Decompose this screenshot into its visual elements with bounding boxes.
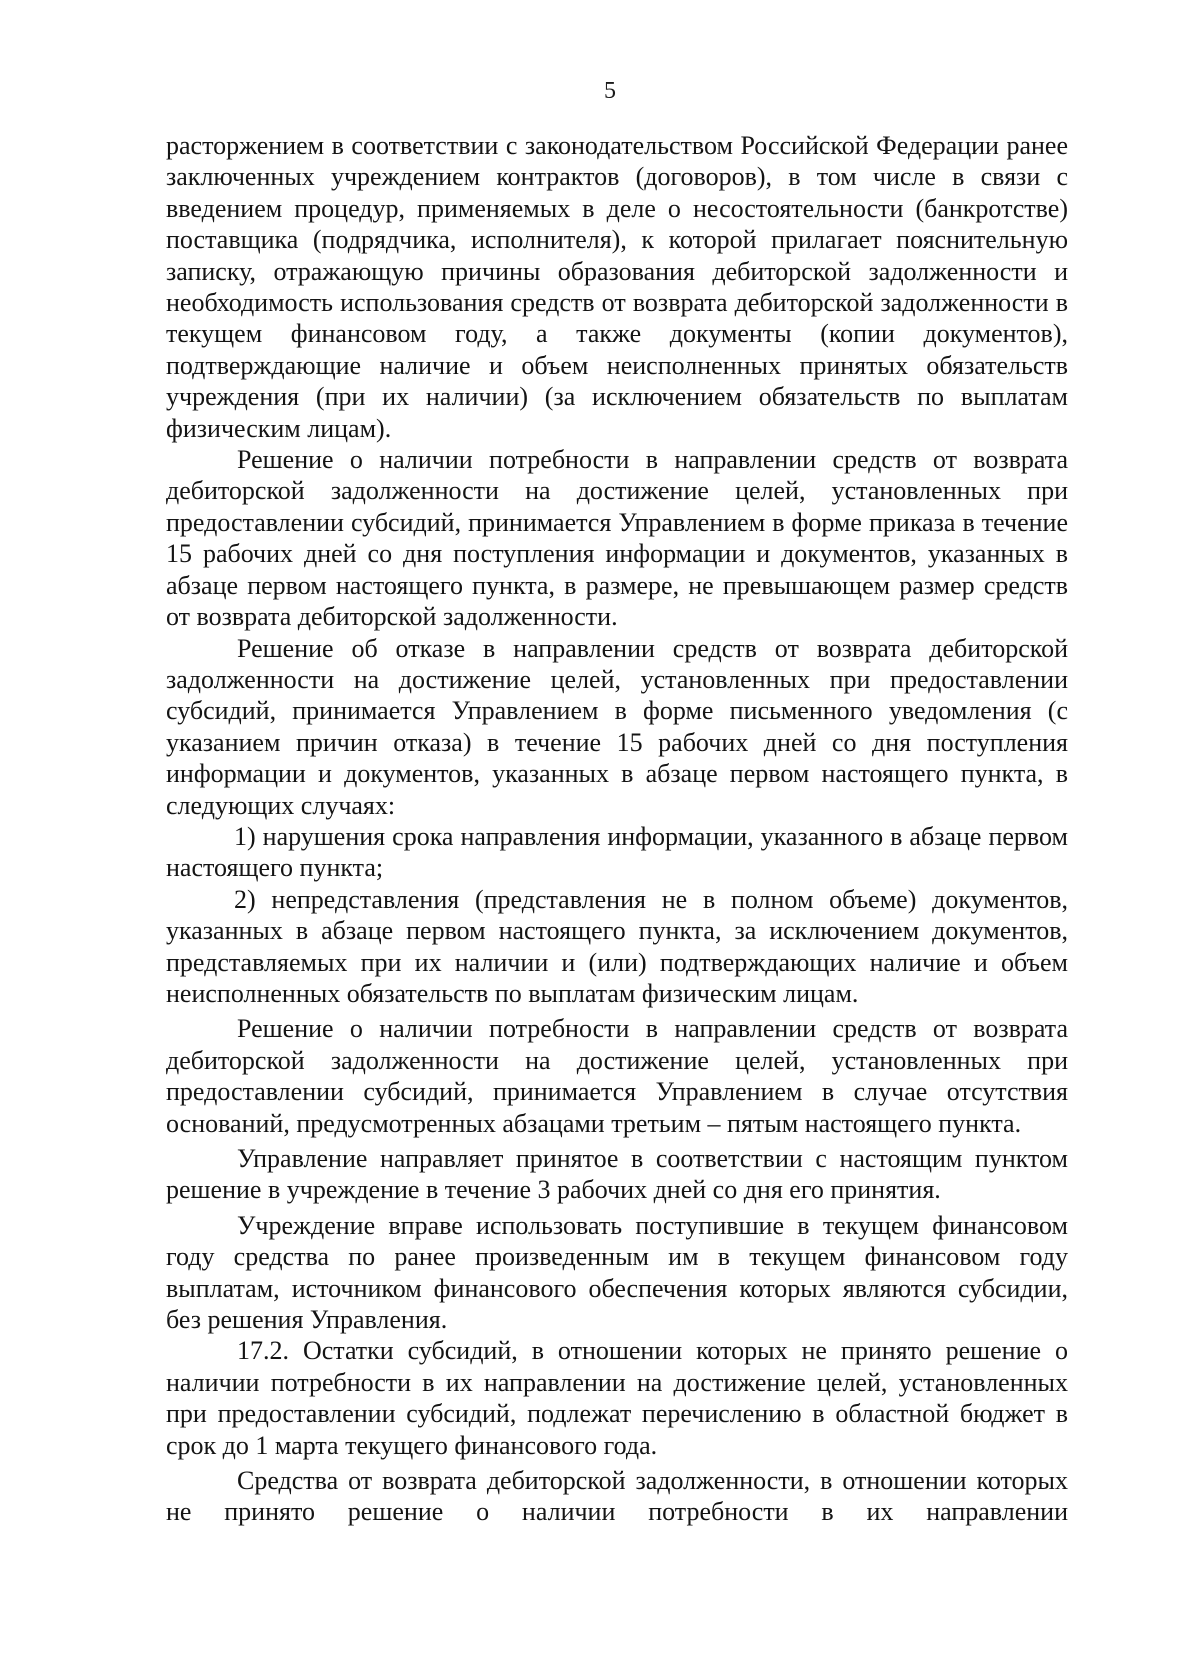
list-item-2: 2) непредставления (представления не в полном объеме) документов, указанных в абзаце первом настоящего пункта, за исключением документов, представляемых при их наличии и (или) подтверждающих наличие и объем неисполненных обязательств по выплатам физическим лицам. (166, 884, 1068, 1008)
page-number: 5 (604, 78, 616, 104)
paragraph-continuation: расторжением в соответствии с законодательством Российской Федерации ранее заключенных учреждением контрактов (договоров), в том числе в связи с введением процедур, применяемых в деле о несостоятельности (банкротстве) поставщика (подрядчика, исполнителя), к которой прилагает пояснительную записку, отражающую причины образования дебиторской задолженности и необходимость использования средств от возврата дебиторской задолженности в текущем финансовом году, а также документы (копии документов), подтверждающие наличие и объем неисполненных принятых обязательств учреждения (при их наличии) (за исключением обязательств по выплатам физическим лицам). (166, 131, 1068, 443)
paragraph-17-2: 17.2. Остатки субсидий, в отношении которых не принято решение о наличии потребности в их направлении на достижение целей, установленных при предоставлении субсидий, подлежат перечислению в областной бюджет в срок до 1 марта текущего финансового года. (166, 1336, 1068, 1460)
paragraph-institution-right: Учреждение вправе использовать поступившие в текущем финансовом году средства по ранее произведенным им в текущем финансовом году выплатам, источником финансового обеспечения которых являются субсидии, без решения Управления. (166, 1210, 1068, 1335)
paragraph-decision-refusal: Решение об отказе в направлении средств от возврата дебиторской задолженности на достижение целей, установленных при предоставлении субсидий, принимается Управлением в форме письменного уведомления (с указанием причин отказа) в течение 15 рабочих дней со дня поступления информации и документов, указанных в абзаце первом настоящего пункта, в следующих случаях: (166, 633, 1068, 820)
paragraph-decision-absence: Решение о наличии потребности в направлении средств от возврата дебиторской задолженности на достижение целей, установленных при предоставлении субсидий, принимается Управлением в случае отсутствия оснований, предусмотренных абзацами третьим – пятым настоящего пункта. (166, 1014, 1068, 1138)
paragraph-receivables-funds: Средства от возврата дебиторской задолженности, в отношении которых не принято решение о наличии потребности в их направлении (166, 1466, 1068, 1527)
list-item-1: 1) нарушения срока направления информации, указанного в абзаце первом настоящего пункта; (166, 821, 1068, 883)
document-body (166, 130, 1068, 1528)
paragraph-decision-need: Решение о наличии потребности в направлении средств от возврата дебиторской задолженности на достижение целей, установленных при предоставлении субсидий, принимается Управлением в форме приказа в течение 15 рабочих дней со дня поступления информации и документов, указанных в абзаце первом настоящего пункта, в размере, не превышающем размер средств от возврата дебиторской задолженности. (166, 445, 1068, 632)
paragraph-management-sends: Управление направляет принятое в соответствии с настоящим пунктом решение в учреждение в течение 3 рабочих дней со дня его принятия. (166, 1144, 1068, 1205)
